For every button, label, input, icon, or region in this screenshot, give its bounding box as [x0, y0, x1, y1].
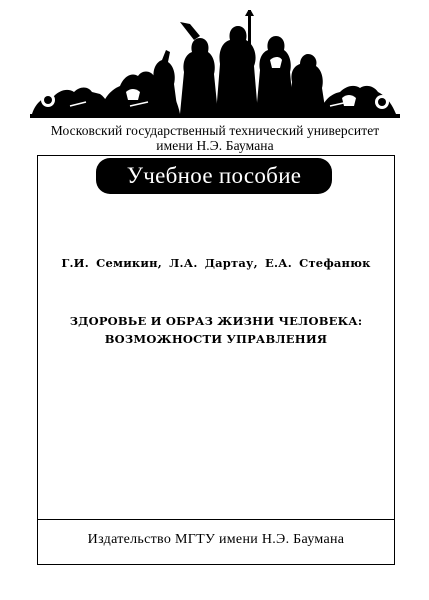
book-title-line-2: ВОЗМОЖНОСТИ УПРАВЛЕНИЯ — [104, 332, 328, 346]
publisher-divider — [37, 519, 395, 520]
cover-frame — [37, 155, 395, 565]
university-sculpture-emblem-icon — [30, 10, 400, 122]
university-name — [28, 123, 402, 153]
book-title-line-1: ЗДОРОВЬЕ И ОБРАЗ ЖИЗНИ ЧЕЛОВЕКА: — [69, 314, 363, 328]
university-name-line-1: Московский государственный технический университет — [50, 123, 380, 138]
textbook-badge-label: Учебное пособие — [126, 163, 302, 188]
book-authors: Г.И. Семикин, Л.А. Дартау, Е.А. Стефанюк — [61, 256, 371, 270]
publisher-name: Издательство МГТУ имени Н.Э. Баумана — [87, 532, 345, 547]
university-name-line-2: имени Н.Э. Баумана — [156, 138, 274, 153]
book-title — [37, 312, 395, 348]
textbook-badge — [96, 158, 332, 194]
